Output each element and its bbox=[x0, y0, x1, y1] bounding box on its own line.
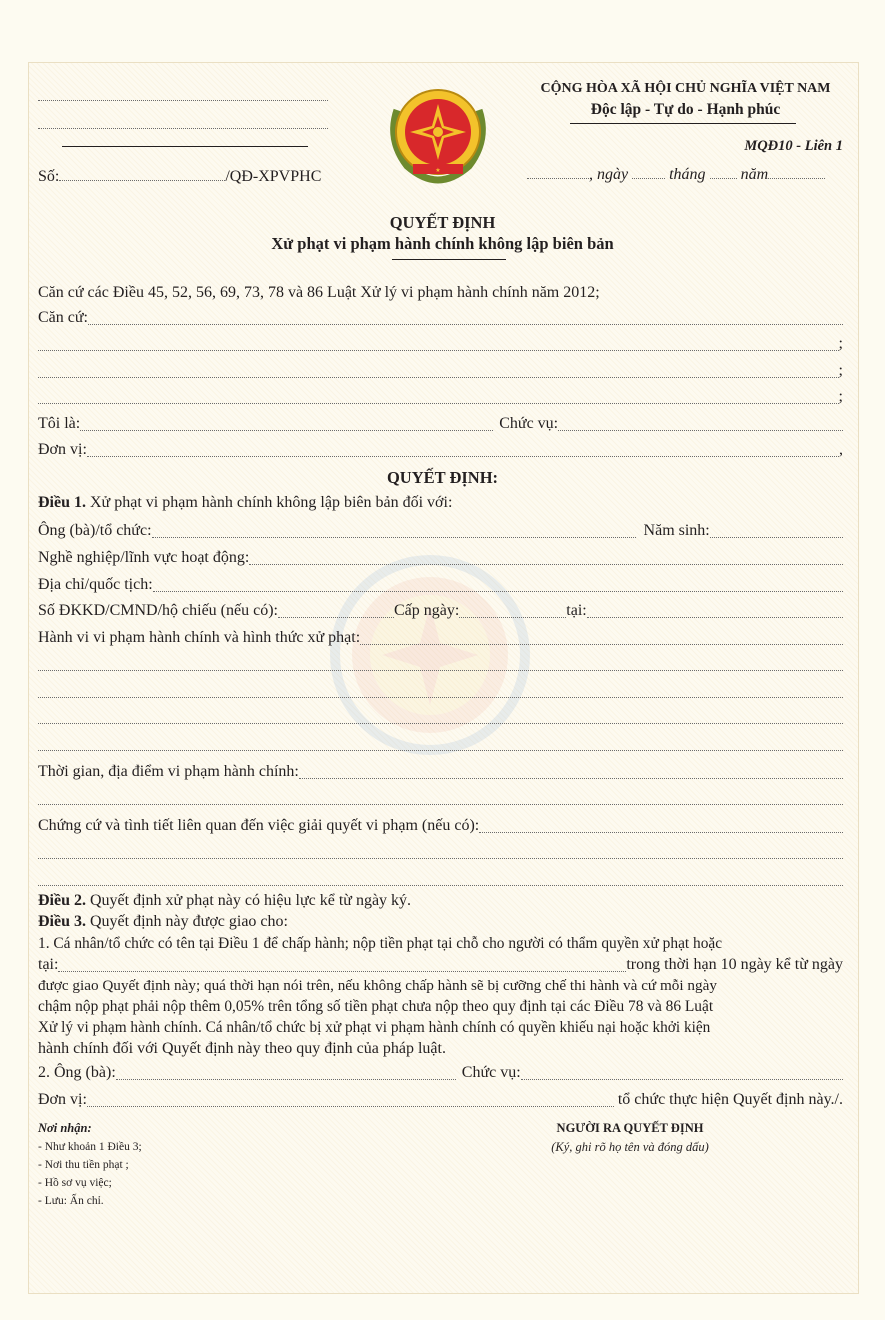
toi-la-label: Tôi là: bbox=[38, 415, 81, 432]
chung-cu-line-2[interactable] bbox=[38, 858, 843, 859]
p2-chuc-vu-field[interactable] bbox=[521, 1064, 843, 1080]
basis-line-2 bbox=[38, 335, 843, 357]
signer-note: (Ký, ghi rõ họ tên và đóng dấu) bbox=[551, 1140, 709, 1154]
nghe-nghiep-row bbox=[38, 549, 843, 571]
ong-ba-row bbox=[38, 522, 843, 544]
chung-cu-line-3[interactable] bbox=[38, 885, 843, 886]
hanh-vi-field[interactable] bbox=[360, 629, 843, 645]
date-thang-label: tháng bbox=[669, 166, 706, 183]
document-subtitle: Xử phạt vi phạm hành chính không lập biên bản bbox=[271, 234, 614, 253]
tai-label: tại: bbox=[566, 602, 587, 619]
country-name: CỘNG HÒA XÃ HỘI CHỦ NGHĨA VIỆT NAM bbox=[540, 81, 831, 96]
article-3-p1-line6: hành chính đối với Quyết định này theo quy định của pháp luật. bbox=[38, 1040, 446, 1057]
p2-don-vi-label: Đơn vị: bbox=[38, 1091, 87, 1108]
toi-la-row bbox=[38, 415, 843, 437]
so-dkkd-field[interactable] bbox=[278, 602, 394, 618]
nghe-nghiep-label: Nghề nghiệp/lĩnh vực hoạt động: bbox=[38, 549, 250, 566]
don-vi-row bbox=[38, 441, 843, 463]
basis-line-3 bbox=[38, 362, 843, 384]
so-dkkd-row bbox=[38, 602, 843, 624]
agency-line-2[interactable] bbox=[38, 128, 328, 129]
so-label: Số: bbox=[38, 168, 60, 185]
toi-la-field[interactable] bbox=[80, 415, 493, 431]
thoi-gian-row bbox=[38, 763, 843, 785]
so-suffix: /QĐ-XPVPHC bbox=[225, 168, 322, 185]
title-underline bbox=[392, 259, 506, 260]
hanh-vi-label: Hành vi vi phạm hành chính và hình thức xử phạt: bbox=[38, 629, 361, 646]
recipients-label: Nơi nhận: bbox=[38, 1121, 92, 1135]
dia-chi-row bbox=[38, 576, 843, 598]
form-code: MQĐ10 - Liên 1 bbox=[744, 138, 843, 154]
year-field[interactable] bbox=[768, 178, 825, 179]
recipient-item: - Như khoản 1 Điều 3; bbox=[38, 1141, 142, 1153]
nghe-nghiep-field[interactable] bbox=[249, 549, 843, 565]
article-3-p1-line2 bbox=[38, 956, 843, 978]
cap-ngay-label: Cấp ngày: bbox=[393, 602, 460, 619]
p1-tai-label: tại: bbox=[38, 956, 59, 973]
place-field[interactable] bbox=[527, 178, 589, 179]
basis-can-cu-row bbox=[38, 309, 843, 331]
hanh-vi-line-5[interactable] bbox=[38, 750, 843, 751]
basis-law-line: Căn cứ các Điều 45, 52, 56, 69, 73, 78 và 86 Luật Xử lý vi phạm hành chính năm 2012; bbox=[38, 284, 600, 301]
basis-semicolon-4: ; bbox=[838, 388, 843, 405]
p2-chuc-vu-label: Chức vụ: bbox=[461, 1064, 521, 1081]
don-vi-field[interactable] bbox=[87, 441, 839, 457]
dia-chi-label: Địa chỉ/quốc tịch: bbox=[38, 576, 153, 593]
so-row bbox=[38, 168, 321, 186]
date-row bbox=[527, 166, 825, 184]
ong-ba-label: Ông (bà)/tổ chức: bbox=[38, 522, 152, 539]
tai-field[interactable] bbox=[587, 602, 843, 618]
chung-cu-row bbox=[38, 817, 843, 839]
dia-chi-field[interactable] bbox=[153, 576, 843, 592]
date-ngay-label: , ngày bbox=[589, 166, 629, 183]
motto-underline bbox=[570, 123, 796, 124]
recipient-item: - Nơi thu tiền phạt ; bbox=[38, 1159, 129, 1171]
p2-don-vi-row bbox=[38, 1091, 843, 1113]
agency-line-1[interactable] bbox=[38, 100, 328, 101]
recipient-item: - Lưu: Ấn chỉ. bbox=[38, 1195, 104, 1207]
article-1-label: Điều 1. bbox=[38, 494, 86, 511]
article-3-p1-line5: Xử lý vi phạm hành chính. Cá nhân/tổ chức bị xử phạt vi phạm hành chính có quyền khiếu nại hoặc khởi kiện bbox=[38, 1019, 711, 1036]
hanh-vi-line-2[interactable] bbox=[38, 670, 843, 671]
thoi-gian-field[interactable] bbox=[299, 763, 843, 779]
don-vi-comma: , bbox=[839, 441, 843, 458]
article-1-text: Xử phạt vi phạm hành chính không lập biên bản đối với: bbox=[86, 494, 453, 511]
article-2-text: Quyết định xử phạt này có hiệu lực kể từ ngày ký. bbox=[86, 892, 412, 909]
thoi-gian-label: Thời gian, địa điểm vi phạm hành chính: bbox=[38, 763, 299, 780]
chuc-vu-label: Chức vụ: bbox=[499, 415, 559, 432]
basis-semicolon-3: ; bbox=[838, 362, 843, 379]
signer-title: NGƯỜI RA QUYẾT ĐỊNH bbox=[556, 1121, 704, 1135]
don-vi-label: Đơn vị: bbox=[38, 441, 87, 458]
chung-cu-label: Chứng cứ và tình tiết liên quan đến việc giải quyết vi phạm (nếu có): bbox=[38, 817, 480, 834]
article-2 bbox=[38, 892, 843, 914]
nam-sinh-field[interactable] bbox=[710, 522, 843, 538]
cap-ngay-field[interactable] bbox=[459, 602, 566, 618]
thoi-gian-line-2[interactable] bbox=[38, 804, 843, 805]
police-emblem-icon bbox=[383, 80, 493, 184]
basis-field-2[interactable] bbox=[38, 335, 839, 351]
nam-sinh-label: Năm sinh: bbox=[643, 522, 710, 539]
svg-text:★: ★ bbox=[435, 167, 441, 174]
date-nam-label: năm bbox=[740, 166, 769, 183]
basis-line-4 bbox=[38, 388, 843, 410]
hanh-vi-line-3[interactable] bbox=[38, 697, 843, 698]
recipient-item: - Hồ sơ vụ việc; bbox=[38, 1177, 112, 1189]
document-title: QUYẾT ĐỊNH bbox=[389, 213, 496, 232]
agency-underline bbox=[62, 146, 308, 147]
can-cu-label: Căn cứ: bbox=[38, 309, 88, 326]
ong-ba-field[interactable] bbox=[152, 522, 636, 538]
article-1-heading bbox=[38, 494, 843, 516]
can-cu-field[interactable] bbox=[88, 309, 843, 325]
month-field[interactable] bbox=[710, 178, 737, 179]
chuc-vu-field[interactable] bbox=[558, 415, 843, 431]
basis-field-4[interactable] bbox=[38, 388, 839, 404]
article-3-heading bbox=[38, 913, 843, 935]
article-3-p1-line1: 1. Cá nhân/tổ chức có tên tại Điều 1 để chấp hành; nộp tiền phạt tại chỗ cho người có thẩm quyền xử phạt hoặc bbox=[38, 935, 723, 952]
p2-don-vi-field[interactable] bbox=[87, 1091, 614, 1107]
signature-area[interactable] bbox=[508, 1160, 752, 1270]
motto: Độc lập - Tự do - Hạnh phúc bbox=[590, 101, 781, 118]
article-3-label: Điều 3. bbox=[38, 913, 86, 930]
article-3-text: Quyết định này được giao cho: bbox=[86, 913, 288, 930]
chung-cu-field[interactable] bbox=[479, 817, 843, 833]
article-3-p1-line4: chậm nộp phạt phải nộp thêm 0,05% trên tổng số tiền phạt chưa nộp theo quy định tại các Điều 78 và 86 Luật bbox=[38, 998, 714, 1015]
basis-semicolon-2: ; bbox=[838, 335, 843, 352]
article-2-label: Điều 2. bbox=[38, 892, 86, 909]
p2-ong-label: 2. Ông (bà): bbox=[38, 1064, 116, 1081]
so-dkkd-label: Số ĐKKD/CMND/hộ chiếu (nếu có): bbox=[38, 602, 278, 619]
basis-field-3[interactable] bbox=[38, 362, 839, 378]
so-field[interactable] bbox=[59, 180, 225, 181]
p2-ong-row bbox=[38, 1064, 843, 1086]
hanh-vi-row bbox=[38, 629, 843, 651]
article-3-p1-line3: được giao Quyết định này; quá thời hạn nói trên, nếu không chấp hành sẽ bị cưỡng chế thi hành và cứ mỗi ngày bbox=[38, 977, 717, 994]
p1-tail: trong thời hạn 10 ngày kể từ ngày bbox=[626, 956, 843, 973]
hanh-vi-line-4[interactable] bbox=[38, 723, 843, 724]
p2-ong-field[interactable] bbox=[116, 1064, 456, 1080]
day-field[interactable] bbox=[632, 178, 665, 179]
decision-heading: QUYẾT ĐỊNH: bbox=[386, 468, 499, 487]
p1-tai-field[interactable] bbox=[58, 956, 626, 972]
p2-tail: tổ chức thực hiện Quyết định này./. bbox=[617, 1091, 843, 1108]
